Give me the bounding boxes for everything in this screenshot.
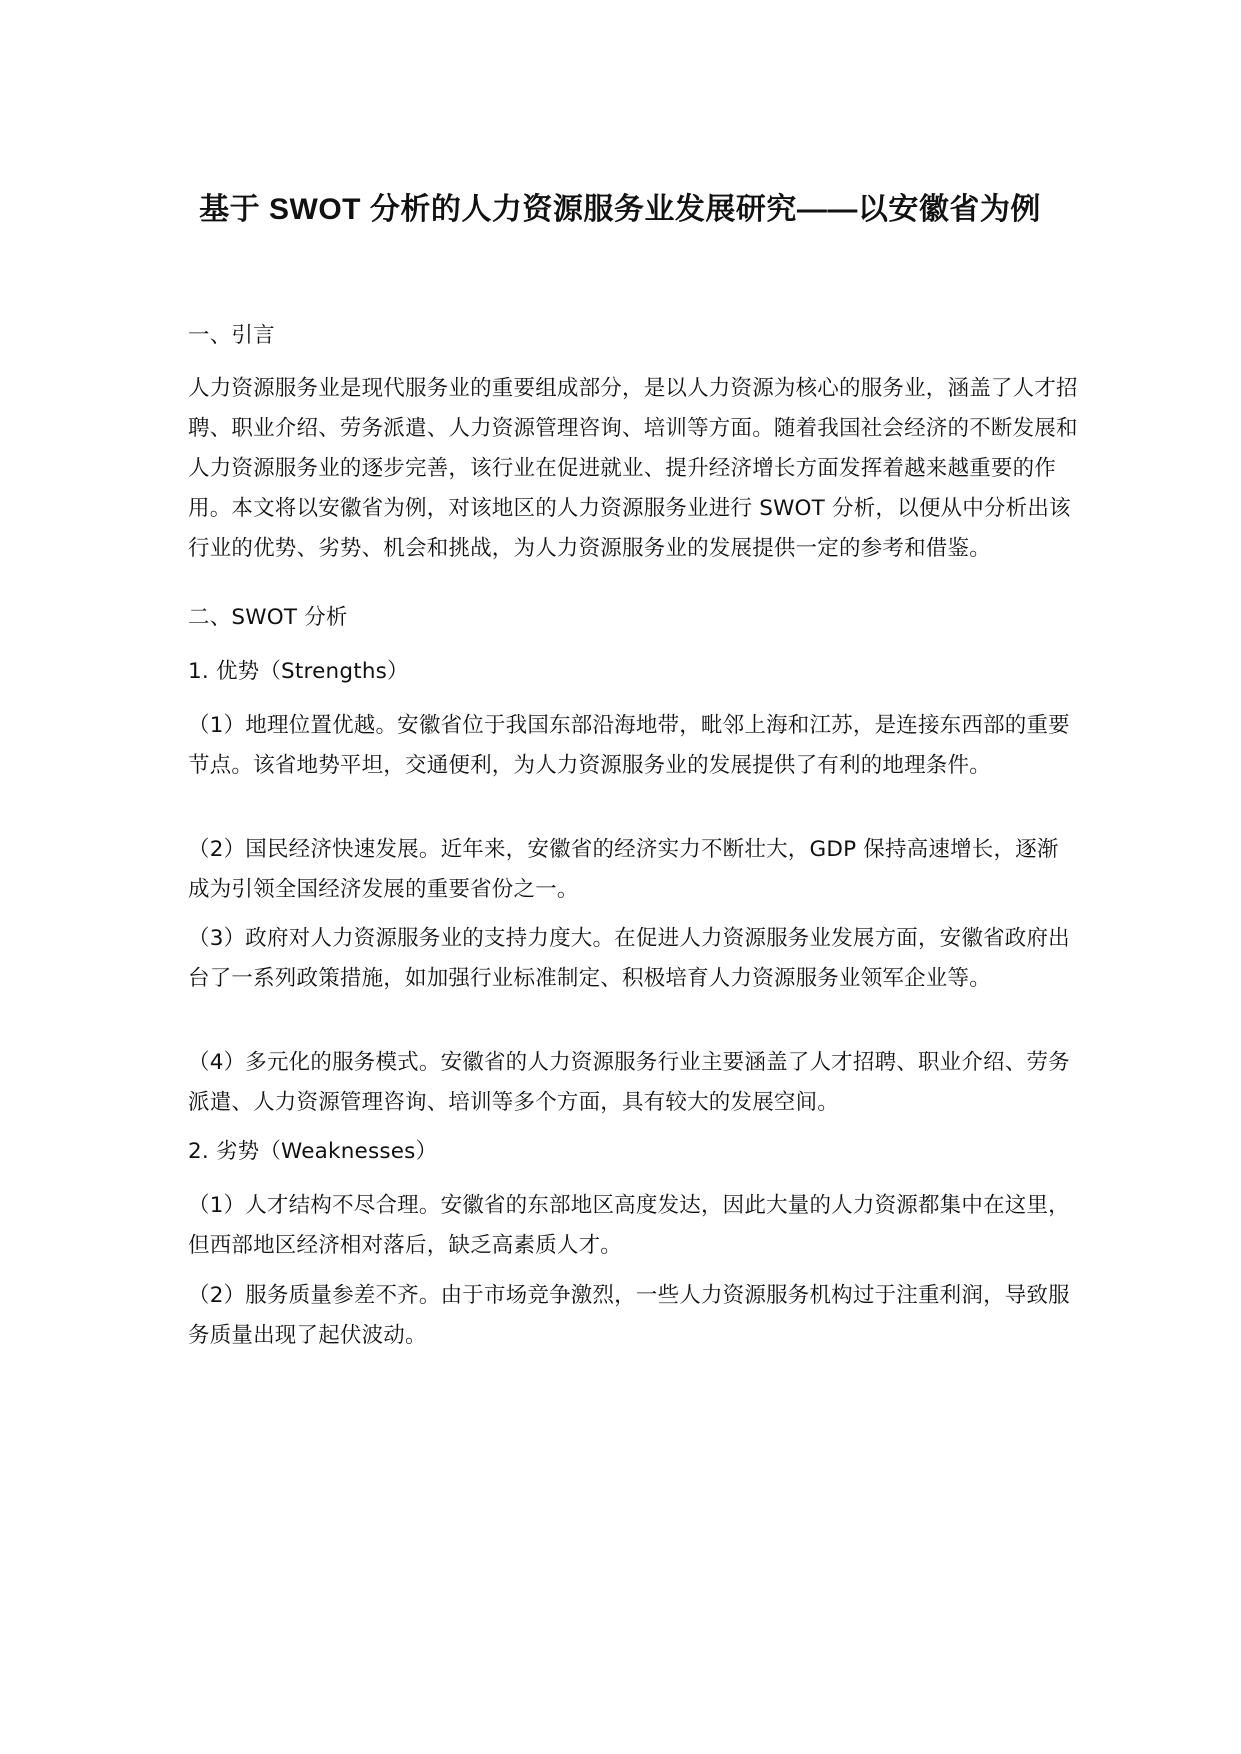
section-heading-intro: 一、引言 (188, 323, 275, 348)
subheading-weaknesses: 2. 劣势（Weaknesses） (188, 1139, 438, 1164)
strength-item-1: （1）地理位置优越。安徽省位于我国东部沿海地带，毗邻上海和江苏，是连接东西部的重要节点。该省地势平坦，交通便利，为人力资源服务业的发展提供了有利的地理条件。 (188, 713, 1070, 778)
document-title: 基于 SWOT 分析的人力资源服务业发展研究——以安徽省为例 (199, 193, 1041, 226)
strength-item-4: （4）多元化的服务模式。安徽省的人力资源服务行业主要涵盖了人才招聘、职业介绍、劳务派遣、人力资源管理咨询、培训等多个方面，具有较大的发展空间。 (188, 1050, 1070, 1115)
intro-paragraph: 人力资源服务业是现代服务业的重要组成部分，是以人力资源为核心的服务业，涵盖了人才招聘、职业介绍、劳务派遣、人力资源管理咨询、培训等方面。随着我国社会经济的不断发展和人力资源服务业的逐步完善，该行业在促进就业、提升经济增长方面发挥着越来越重要的作用。本文将以安徽省为例，对该地区的人力资源服务业进行 SWOT 分析，以便从中分析出该行业的优势、劣势、机会和挑战，为人力资源服务业的发展提供一定的参考和借鉴。 (188, 376, 1078, 561)
strength-item-2: （2）国民经济快速发展。近年来，安徽省的经济实力不断壮大，GDP 保持高速增长，逐渐成为引领全国经济发展的重要省份之一。 (188, 837, 1059, 902)
weakness-item-2: （2）服务质量参差不齐。由于市场竞争激烈，一些人力资源服务机构过于注重利润，导致服务质量出现了起伏波动。 (188, 1283, 1070, 1348)
weakness-item-1: （1）人才结构不尽合理。安徽省的东部地区高度发达，因此大量的人力资源都集中在这里，但西部地区经济相对落后，缺乏高素质人才。 (188, 1193, 1070, 1258)
subheading-strengths: 1. 优势（Strengths） (188, 659, 409, 684)
section-heading-swot: 二、SWOT 分析 (188, 605, 348, 630)
strength-item-3: （3）政府对人力资源服务业的支持力度大。在促进人力资源服务业发展方面，安徽省政府出台了一系列政策措施，如加强行业标准制定、积极培育人力资源服务业领军企业等。 (188, 926, 1070, 991)
